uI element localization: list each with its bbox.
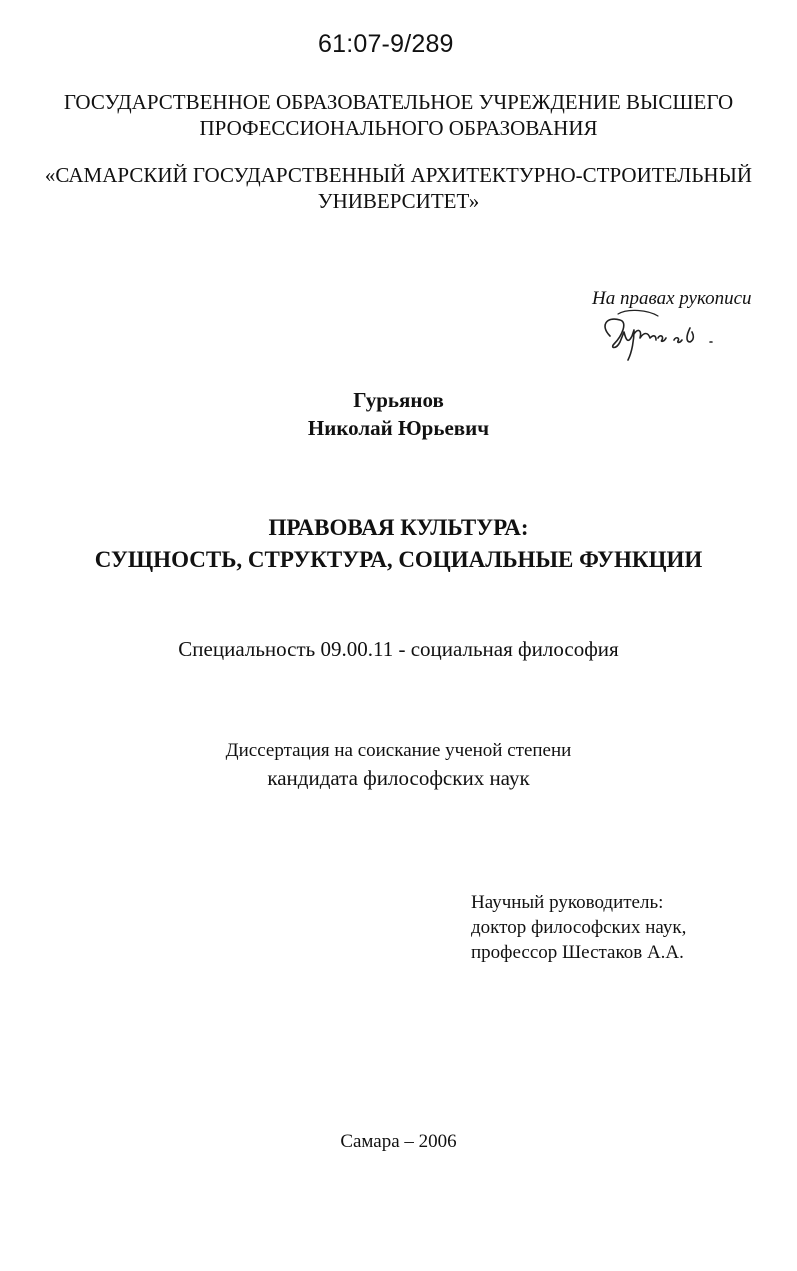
author-surname: Гурьянов (353, 388, 444, 412)
degree-line-2: кандидата философских наук (267, 766, 530, 790)
institution-line-1: ГОСУДАРСТВЕННОЕ ОБРАЗОВАТЕЛЬНОЕ УЧРЕЖДЕНИЕ ВЫСШЕГО (63, 90, 734, 114)
supervisor-label: Научный руководитель: (471, 892, 664, 913)
specialty: Специальность 09.00.11 - социальная философия (178, 637, 619, 661)
city-year: Самара – 2006 (340, 1131, 457, 1152)
registration-code: 61:07-9/289 (318, 30, 454, 58)
institution-line-2: ПРОФЕССИОНАЛЬНОГО ОБРАЗОВАНИЯ (199, 116, 598, 140)
handwritten-signature (598, 306, 728, 364)
institution-line-4: УНИВЕРСИТЕТ» (317, 189, 480, 213)
supervisor-name: профессор Шестаков А.А. (471, 942, 684, 963)
manuscript-rights-label: На правах рукописи (592, 288, 752, 309)
degree-line-1: Диссертация на соискание ученой степени (225, 740, 572, 761)
supervisor-degree: доктор философских наук, (471, 917, 687, 938)
dissertation-title-line-2: СУЩНОСТЬ, СТРУКТУРА, СОЦИАЛЬНЫЕ ФУНКЦИИ (94, 547, 703, 572)
dissertation-title-line-1: ПРАВОВАЯ КУЛЬТУРА: (268, 515, 529, 540)
institution-line-3: «САМАРСКИЙ ГОСУДАРСТВЕННЫЙ АРХИТЕКТУРНО-СТРОИТЕЛЬНЫЙ (44, 163, 753, 187)
author-given-names: Николай Юрьевич (307, 416, 490, 440)
